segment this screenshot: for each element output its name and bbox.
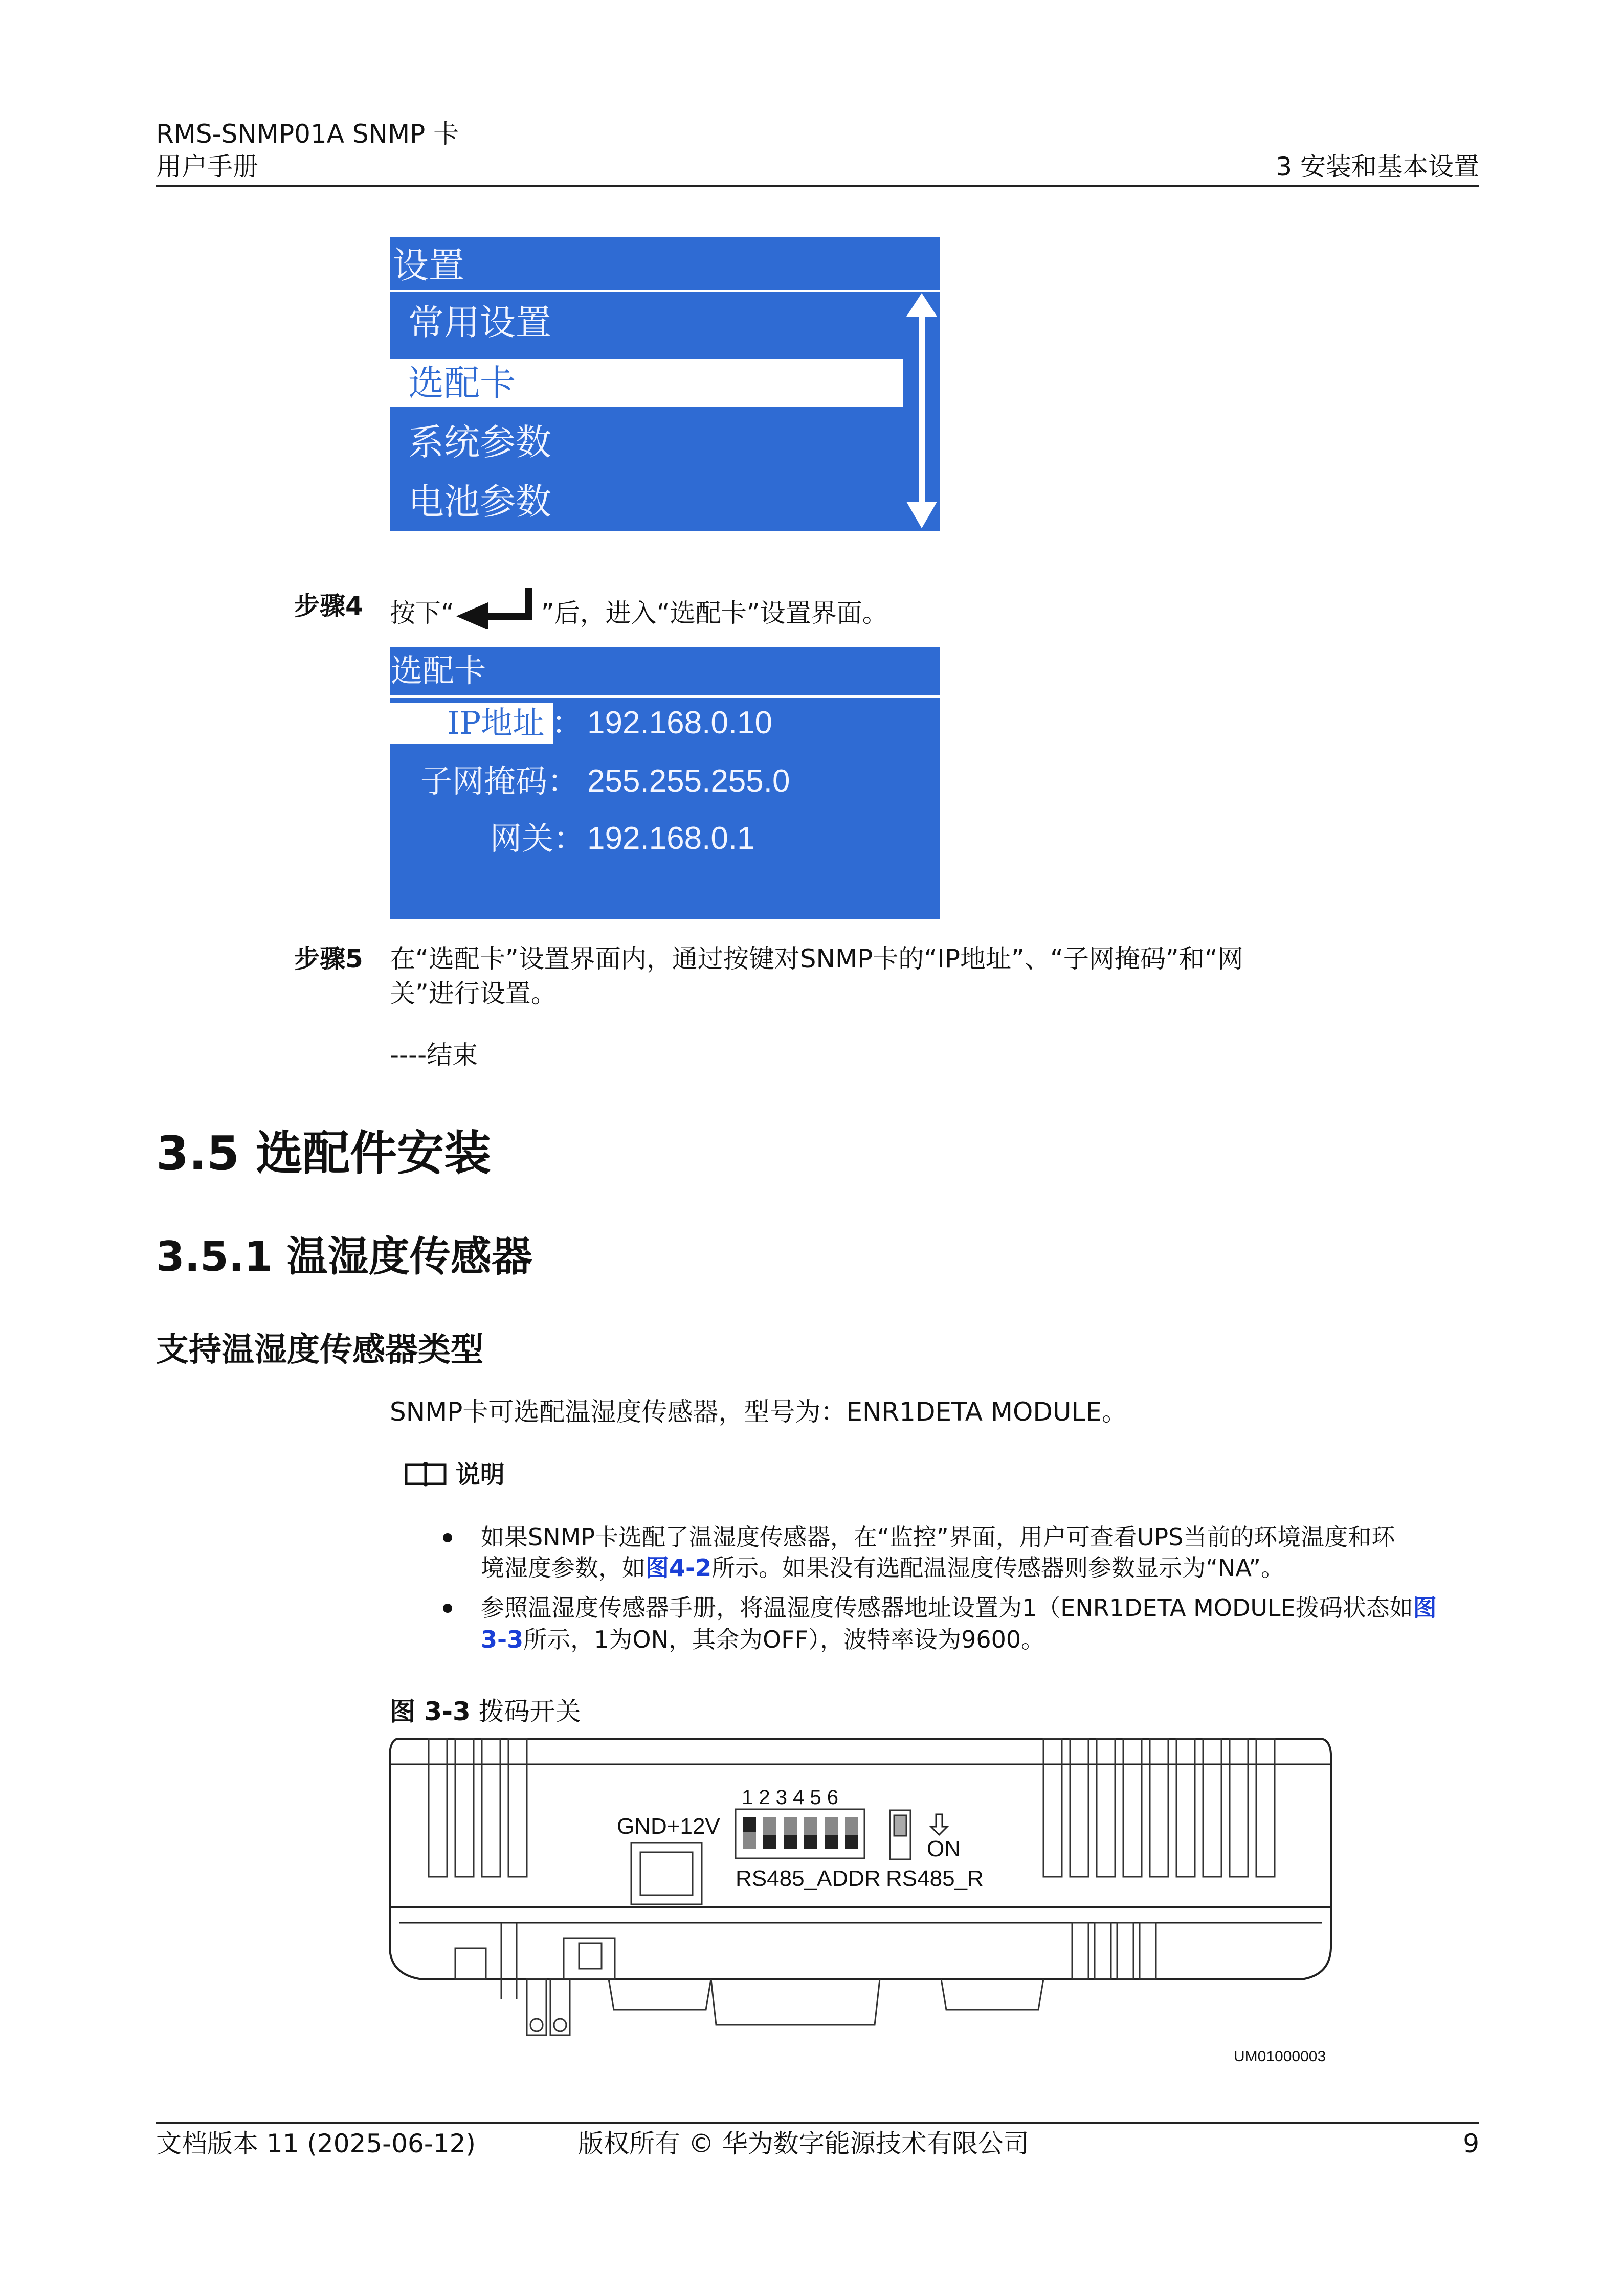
dip-switch-device-drawing — [379, 1734, 1350, 2061]
scroll-arrow-icon — [903, 290, 940, 531]
step4-text — [390, 588, 888, 631]
lcd-menu-item: 电池参数 — [408, 481, 551, 523]
lcd-settings-screen — [390, 237, 940, 531]
footer-rule — [156, 2122, 1479, 2124]
note-bullet1-post: 所示。如果没有选配温湿度传感器则参数显示为“NA”。 — [711, 1554, 1284, 1582]
end-mark: ----结束 — [390, 1040, 478, 1070]
note-bullet2-pre: 参照温湿度传感器手册，将温湿度传感器地址设置为1（ENR1DETA MODULE拨码状态如 — [481, 1594, 1413, 1622]
power-pins-label: GND+12V — [617, 1814, 720, 1839]
header-rule — [156, 185, 1479, 187]
bullet-dot — [443, 1604, 452, 1613]
lcd-gateway-value: 192.168.0.1 — [587, 821, 755, 856]
note-bullet1-line1: 如果SNMP卡选配了温湿度传感器，在“监控”界面，用户可查看UPS当前的环境温度和环 — [481, 1523, 1395, 1551]
figure-3-3-link[interactable]: 图 — [1413, 1594, 1437, 1622]
subsection-heading: 3.5.1 温湿度传感器 — [156, 1233, 532, 1280]
header-doc-type: 用户手册 — [156, 152, 258, 182]
lcd-settings-title: 设置 — [393, 244, 464, 286]
dip-position-numbers: 1 2 3 4 5 6 — [742, 1786, 839, 1809]
lcd-menu-item: 常用设置 — [408, 302, 551, 344]
lcd-ip-label: IP地址 — [447, 704, 545, 741]
footer-copyright: 版权所有 © 华为数字能源技术有限公司 — [578, 2129, 1029, 2158]
figure-caption-label: 图 3-3 — [390, 1697, 471, 1726]
header-product: RMS-SNMP01A SNMP 卡 — [156, 119, 459, 149]
intro-text: SNMP卡可选配温湿度传感器，型号为：ENR1DETA MODULE。 — [390, 1397, 1127, 1427]
rs485-addr-label: RS485_ADDR — [736, 1866, 881, 1891]
section-heading: 3.5 选配件安装 — [156, 1126, 492, 1181]
lcd-mask-label: 子网掩码： — [420, 762, 580, 800]
figure-caption — [390, 1694, 581, 1729]
note-bullet2-line2 — [481, 1623, 1044, 1656]
step5-line2: 关”进行设置。 — [390, 979, 557, 1008]
header-chapter: 3 安装和基本设置 — [1276, 152, 1479, 182]
lcd-menu-item-selected: 选配卡 — [408, 362, 516, 404]
step5-label: 步骤5 — [294, 944, 363, 974]
lcd-divider — [390, 695, 940, 698]
figure-4-2-link[interactable]: 图4-2 — [646, 1554, 712, 1582]
footer-version: 文档版本 11 (2025-06-12) — [156, 2129, 476, 2158]
lcd-divider — [390, 290, 940, 292]
lcd-menu-item: 系统参数 — [408, 421, 551, 463]
step4-text-after: ”后，进入“选配卡”设置界面。 — [541, 598, 888, 628]
on-label: ON — [927, 1836, 961, 1861]
lcd-gateway-label: 网关： — [490, 820, 586, 857]
step5-line1: 在“选配卡”设置界面内，通过按键对SNMP卡的“IP地址”、“子网掩码”和“网 — [390, 944, 1243, 974]
lcd-mask-value: 255.255.255.0 — [587, 763, 790, 799]
topic-heading: 支持温湿度传感器类型 — [156, 1331, 483, 1369]
note-bullet1-pre: 境湿度参数，如 — [481, 1554, 646, 1582]
enter-key-icon — [454, 588, 541, 629]
lcd-option-card-title: 选配卡 — [391, 652, 486, 689]
note-bullet2-post: 所示，1为ON，其余为OFF），波特率设为9600。 — [523, 1626, 1045, 1653]
book-icon — [404, 1460, 447, 1487]
note-bullet2-line1 — [481, 1591, 1437, 1624]
note-title-text: 说明 — [455, 1460, 505, 1489]
lcd-ip-value: 192.168.0.10 — [587, 705, 773, 740]
step4-text-before: 按下“ — [390, 598, 454, 628]
step4-label: 步骤4 — [294, 591, 363, 621]
figure-3-3-link-cont[interactable]: 3-3 — [481, 1626, 524, 1653]
figure-caption-text: 拨码开关 — [478, 1697, 581, 1726]
figure-id: UM01000003 — [1234, 2048, 1326, 2065]
rs485-r-label: RS485_R — [886, 1866, 984, 1891]
note-title — [404, 1458, 505, 1491]
lcd-option-card-screen — [390, 647, 940, 919]
note-bullet1-line2 — [481, 1551, 1284, 1584]
page-number: 9 — [1463, 2129, 1479, 2158]
bullet-dot — [443, 1533, 452, 1542]
lcd-ip-colon: ： — [551, 704, 584, 741]
